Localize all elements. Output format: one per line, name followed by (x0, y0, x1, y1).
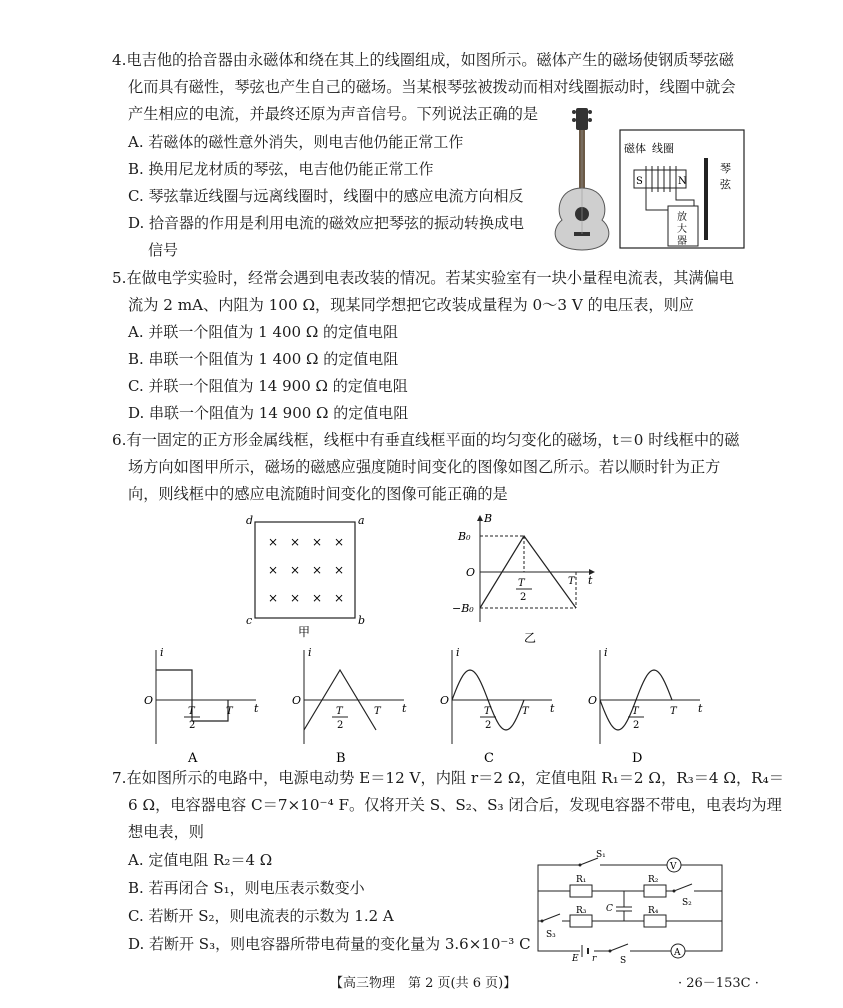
half-period-den: 2 (337, 720, 344, 731)
period-label: T (522, 706, 529, 717)
q6-line3: 向，则线框中的感应电流随时间变化的图像可能正确的是 (128, 485, 508, 503)
half-period-den: 2 (485, 720, 492, 731)
q5-option-d: D. 串联一个阻值为 14 900 Ω 的定值电阻 (128, 404, 409, 422)
magnetic-field-crosses (268, 535, 344, 605)
string-label-2: 弦 (720, 178, 731, 191)
yi-axis-B: B (484, 512, 493, 525)
s2-label: S₂ (682, 898, 692, 908)
field-cross: × (334, 535, 345, 549)
q7-option-a: A. 定值电阻 R₂＝4 Ω (128, 851, 273, 869)
r2-label: R₂ (648, 875, 659, 885)
q4-line3: 产生相应的电流，并最终还原为声音信号。下列说法正确的是 (128, 105, 539, 123)
q4-line2: 化而具有磁性，琴弦也产生自己的磁场。当某根琴弦被拨动而相对线圈振动时，线圈中就会 (128, 78, 736, 96)
axis-i-label: i (160, 646, 164, 659)
half-period-num: T (484, 706, 491, 717)
yi-half-den: 2 (520, 592, 527, 603)
magnet-label: 磁体 (624, 142, 646, 155)
amp-label-1: 放 (677, 212, 687, 223)
coil-label: 线圈 (652, 142, 674, 155)
choice-label: B (336, 751, 346, 766)
q5-line1: 5.在做电学实验时，经常会遇到电表改装的情况。若某实验室有一块小量程电流表，其满偏电 (112, 269, 734, 287)
q4-option-c: C. 琴弦靠近线圈与远离线圈时，线圈中的感应电流方向相反 (128, 187, 524, 205)
yi-half-num: T (518, 578, 525, 589)
q4-option-b: B. 换用尼龙材质的琴弦，电吉他仍能正常工作 (128, 160, 434, 178)
field-cross: × (268, 563, 279, 577)
q5-option-a: A. 并联一个阻值为 1 400 Ω 的定值电阻 (128, 323, 399, 341)
field-cross: × (290, 591, 301, 605)
caption-jia: 甲 (298, 625, 311, 639)
string-label-1: 琴 (720, 162, 731, 175)
corner-d: d (246, 514, 254, 527)
yi-negB0: −B₀ (452, 602, 474, 615)
q7-line3: 想电表，则 (128, 823, 204, 841)
q6-line2: 场方向如图甲所示，磁场的磁感应强度随时间变化的图像如图乙所示。若以顺时针为正方 (128, 458, 721, 476)
r1-label-top: R₁ (576, 875, 587, 885)
axis-t-label: t (698, 702, 703, 715)
pole-s: S (636, 176, 643, 187)
amp-label-3: 器 (677, 236, 687, 247)
field-cross: × (290, 535, 301, 549)
caption-yi: 乙 (524, 631, 537, 645)
q7-option-b: B. 若再闭合 S₁，则电压表示数变小 (128, 879, 365, 897)
field-cross: × (334, 591, 345, 605)
capacitor-label: C (606, 904, 613, 914)
field-cross: × (312, 563, 323, 577)
q4-option-a: A. 若磁体的磁性意外消失，则电吉他仍能正常工作 (128, 133, 464, 151)
circuit-diagram (530, 845, 730, 963)
field-cross: × (268, 591, 279, 605)
q5-option-b: B. 串联一个阻值为 1 400 Ω 的定值电阻 (128, 350, 399, 368)
s-label: S (620, 956, 627, 963)
q4-line1: 4.电吉他的拾音器由永磁体和绕在其上的线圈组成，如图所示。磁体产生的磁场使钢质琴弦磁 (112, 51, 734, 69)
guitar-pickup-figure (548, 100, 748, 252)
origin-label: O (144, 694, 154, 707)
choice-label: C (484, 751, 494, 766)
internal-r-label: r (592, 954, 597, 963)
ammeter-label: A (674, 948, 681, 958)
choice-graph-b (278, 644, 408, 766)
origin-label: O (588, 694, 598, 707)
field-cross: × (312, 535, 323, 549)
origin-label: O (292, 694, 302, 707)
footer-code: · 26－153C · (678, 976, 759, 991)
choice-label: A (188, 751, 198, 766)
axis-i-label: i (308, 646, 312, 659)
axis-t-label: t (254, 702, 259, 715)
r3-label: R₃ (576, 906, 587, 916)
yi-axis-t: t (588, 574, 593, 587)
field-cross: × (312, 591, 323, 605)
corner-b: b (358, 614, 366, 627)
q7-line2: 6 Ω，电容器电容 C＝7×10⁻⁴ F。仅将开关 S、S₂、S₃ 闭合后，发现电容器不带电，电表均为理 (128, 796, 782, 814)
q6-choice-graphs (130, 644, 710, 766)
field-cross: × (290, 563, 301, 577)
period-label: T (374, 706, 381, 717)
q4-option-d-cont: 信号 (148, 241, 179, 259)
corner-a: a (358, 514, 365, 527)
q5-line2: 流为 2 mA、内阻为 100 Ω，现某同学想把它改装成量程为 0～3 V 的电压表，则应 (128, 296, 694, 314)
half-period-num: T (188, 706, 195, 717)
axis-i-label: i (604, 646, 608, 659)
half-period-num: T (336, 706, 343, 717)
s3-label: S₃ (546, 930, 556, 940)
q5-option-c: C. 并联一个阻值为 14 900 Ω 的定值电阻 (128, 377, 408, 395)
axis-i-label: i (456, 646, 460, 659)
yi-B0: B₀ (458, 530, 471, 543)
origin-label: O (440, 694, 450, 707)
pole-n: N (678, 176, 687, 187)
period-label: T (226, 706, 233, 717)
field-cross: × (334, 563, 345, 577)
s1-label: S₁ (596, 850, 606, 860)
corner-c: c (246, 614, 253, 627)
axis-t-label: t (402, 702, 407, 715)
figure-yi (452, 510, 602, 650)
amp-label-2: 大 (677, 224, 687, 235)
yi-T: T (568, 576, 575, 587)
period-label: T (670, 706, 677, 717)
q7-option-c: C. 若断开 S₂，则电流表的示数为 1.2 A (128, 907, 394, 925)
guitar-image (555, 108, 609, 250)
half-period-den: 2 (633, 720, 640, 731)
q6-line1: 6.有一固定的正方形金属线框，线框中有垂直线框平面的均匀变化的磁场，t＝0 时线框中的磁 (112, 431, 740, 449)
figure-jia (240, 512, 370, 640)
choice-label: D (632, 751, 643, 766)
yi-origin: O (466, 566, 476, 579)
q4-option-d: D. 拾音器的作用是利用电流的磁效应把琴弦的振动转换成电 (128, 214, 525, 232)
r4-label: R₄ (648, 906, 659, 916)
choice-graph-c (426, 644, 556, 766)
footer-page-info: 【高三物理 第 2 页(共 6 页)】 (330, 976, 517, 991)
half-period-num: T (632, 706, 639, 717)
field-cross: × (268, 535, 279, 549)
q7-option-d: D. 若断开 S₃，则电容器所带电荷量的变化量为 3.6×10⁻³ C (128, 935, 531, 953)
axis-t-label: t (550, 702, 555, 715)
emf-label: E (572, 954, 579, 963)
q7-line1: 7.在如图所示的电路中，电源电动势 E＝12 V，内阻 r＝2 Ω，定值电阻 R₁＝2 Ω，R₃＝4 Ω，R₄＝ (112, 769, 784, 787)
half-period-den: 2 (189, 720, 196, 731)
choice-graph-d (574, 644, 704, 766)
voltmeter-label: V (670, 862, 677, 872)
choice-graph-a (130, 644, 260, 766)
